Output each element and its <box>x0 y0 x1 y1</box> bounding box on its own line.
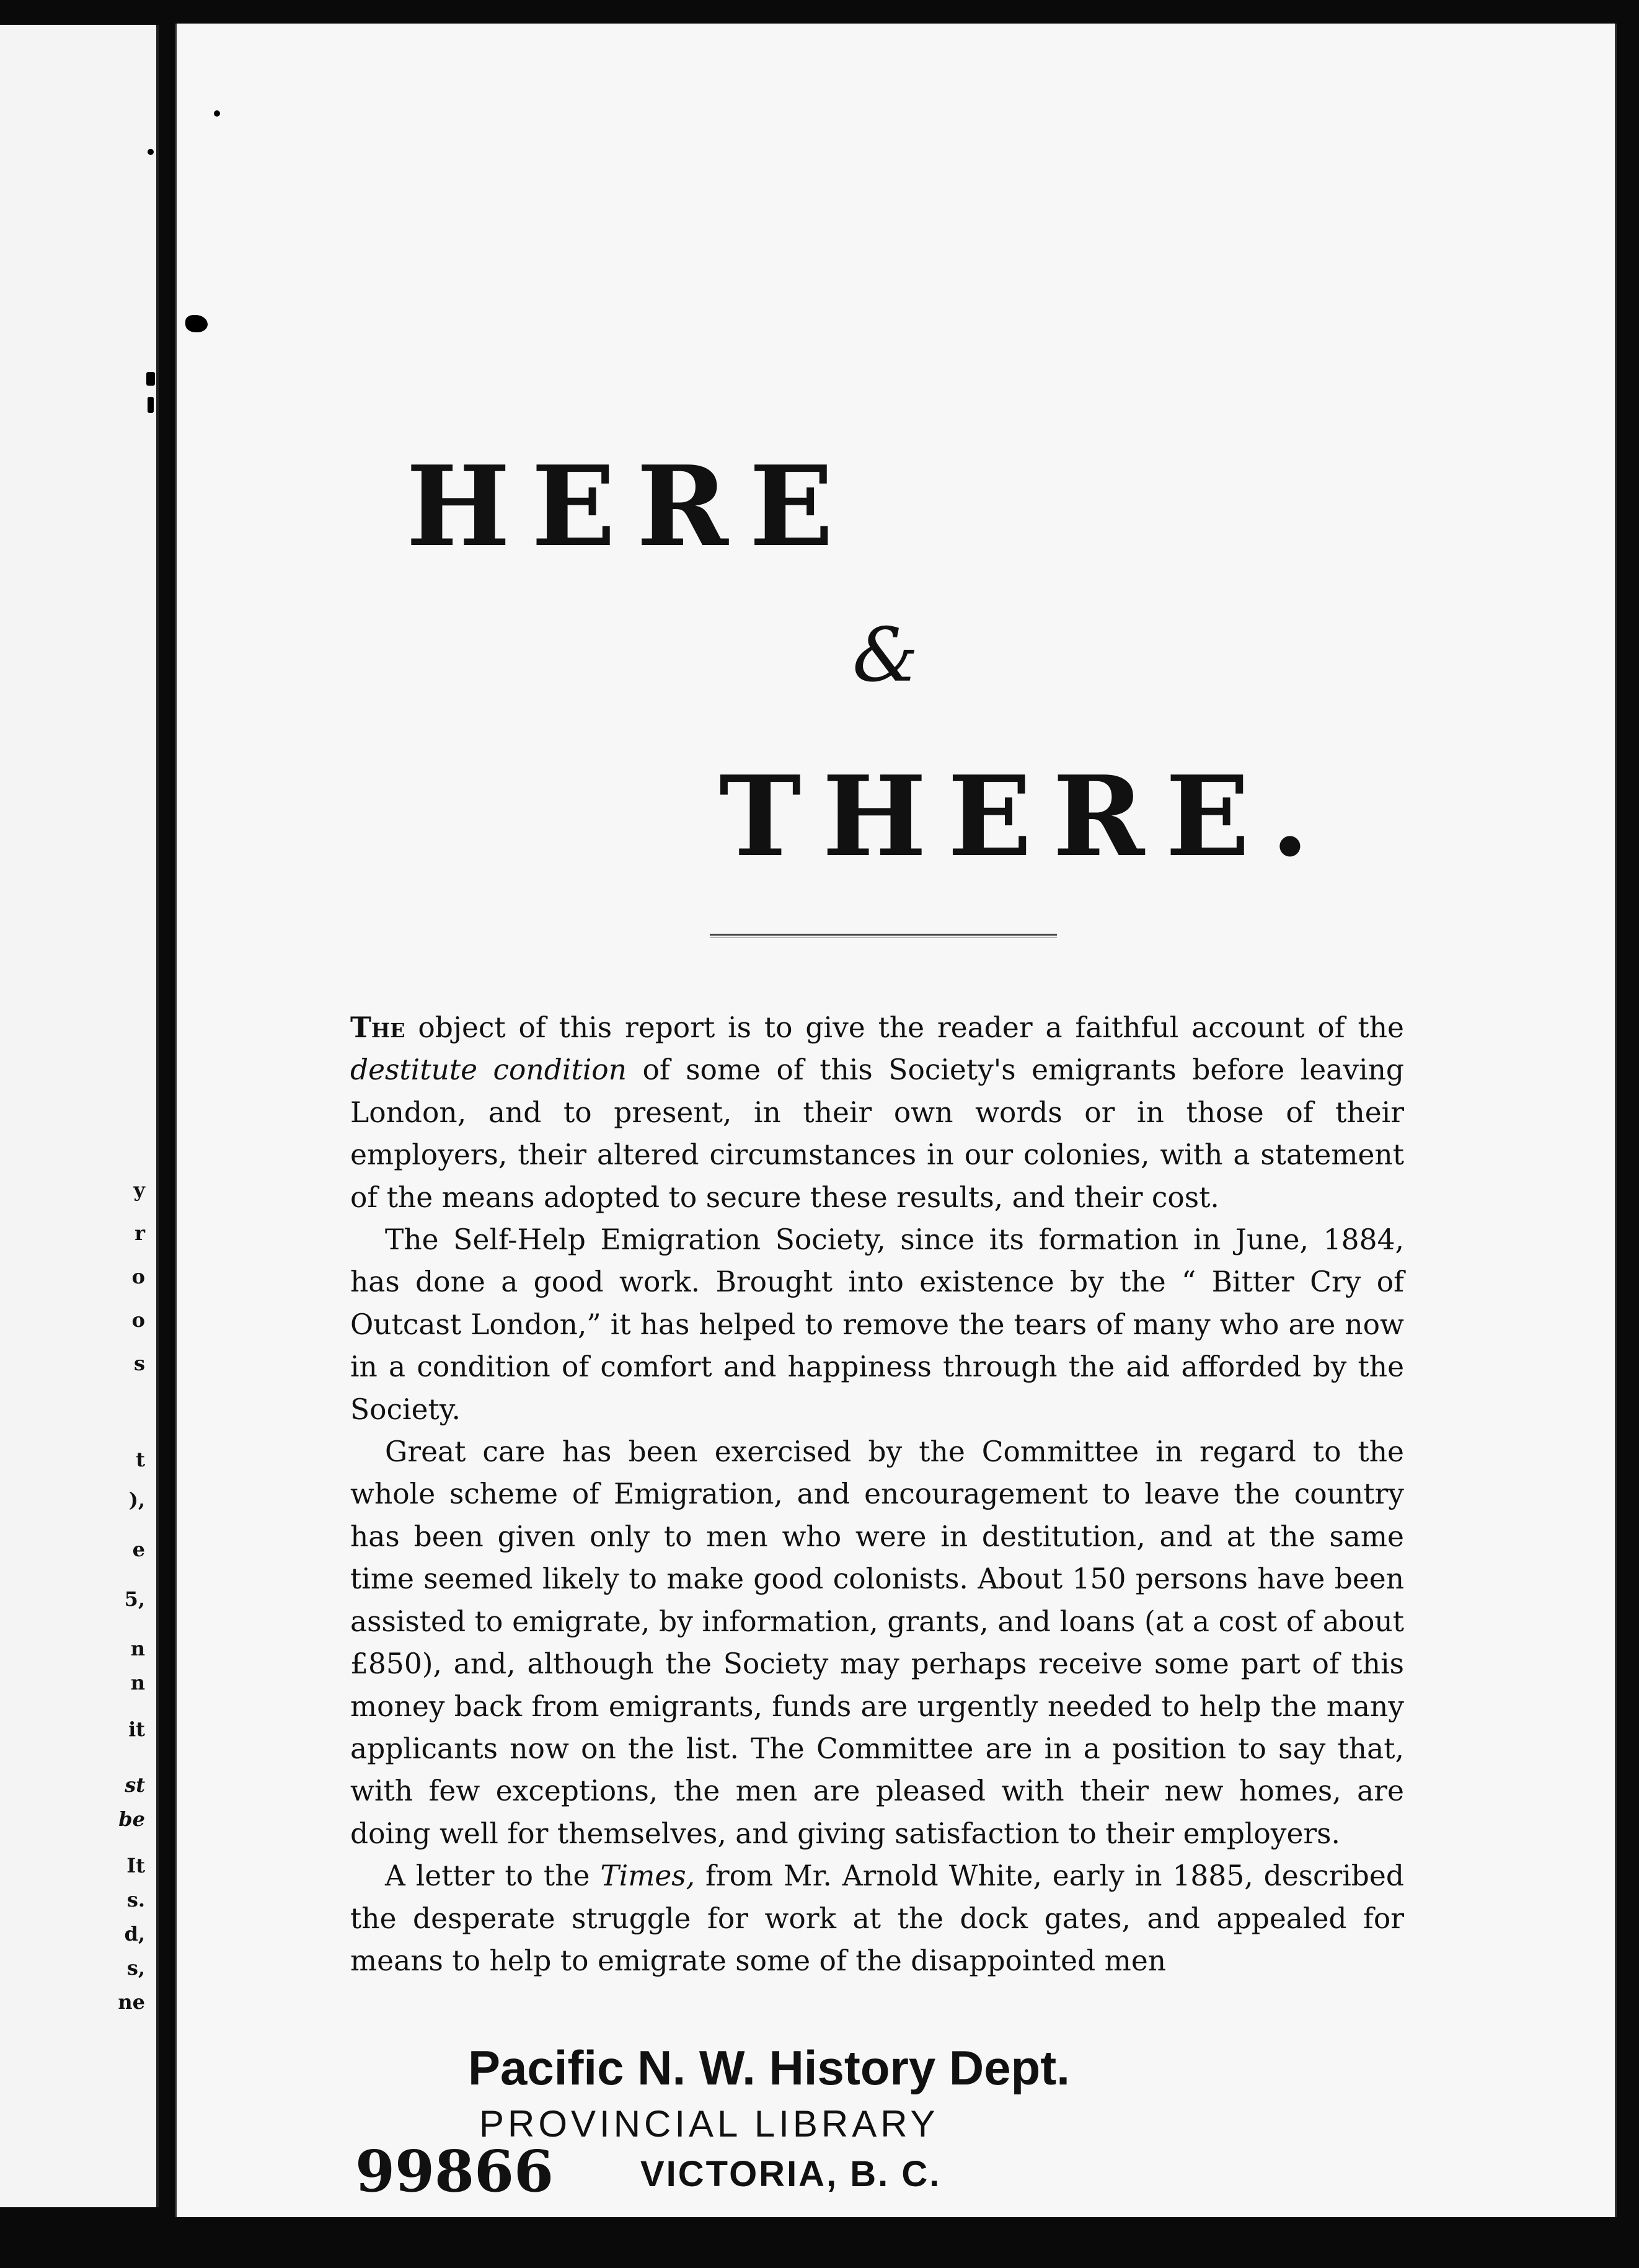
left-fragment: It <box>126 1854 145 1877</box>
stamp-department: Pacific N. W. History Dept. <box>468 2040 1070 2095</box>
emphasis-text: destitute condition <box>350 1053 627 1087</box>
paragraph-text: object of this report is to give the reader a faithful account of the <box>405 1011 1404 1044</box>
paragraph-2: The Self-Help Emigration Society, since its formation in June, 1884, has done a good work. Brought into existence by the “ Bitter Cry of Outcast London,” it has helped to remove the tears of many who are now in a condition of comfort and happiness through the aid afforded by the Society. <box>350 1223 1404 1426</box>
stamp-library: PROVINCIAL LIBRARY <box>479 2103 939 2145</box>
left-fragment: d, <box>124 1922 145 1946</box>
emphasis-text: Times, <box>600 1859 696 1893</box>
paragraph-1 <box>350 1006 1404 1219</box>
lead-word: The <box>350 1011 405 1044</box>
left-fragment: s <box>133 1352 145 1375</box>
left-fragment: y <box>133 1178 145 1202</box>
stamp-city: VICTORIA, B. C. <box>640 2154 942 2194</box>
left-fragment: ne <box>118 1990 145 2014</box>
title-there: THERE. <box>719 751 1330 881</box>
paragraph-text: of some of this Society's emigrants before leaving London, and to present, in their own words or in those of their employers, their altered circumstances in our colonies, with a statement of the means adopted to secure these results, and their cost. <box>350 1053 1404 1214</box>
paragraph-4 <box>350 1855 1404 1982</box>
document-page <box>175 24 1617 2217</box>
accession-number: 99866 <box>355 2138 554 2205</box>
left-fragment: be <box>118 1807 145 1831</box>
title-rule <box>710 934 1057 938</box>
left-fragment: ), <box>128 1488 145 1512</box>
body-text <box>350 1006 1404 1982</box>
left-fragment: s. <box>126 1888 145 1911</box>
left-fragment: st <box>125 1773 145 1797</box>
left-page-edge <box>0 25 159 2207</box>
left-fragment: r <box>135 1221 145 1245</box>
spine-mark <box>146 372 155 386</box>
spine-mark <box>148 397 154 413</box>
paragraph-text: from Mr. Arnold White, early in 1885, described the desperate struggle for work at the dock gates, and appealed for means to help to emigrate some of the disappointed men <box>350 1859 1404 1977</box>
paragraph-3: Great care has been exercised by the Committee in regard to the whole scheme of Emigration, and encouragement to leave the country has been given only to men who were in destitution, and at the same time seemed likely to make good colonists. About 150 persons have been assisted to emigrate, by information, grants, and loans (at a cost of about £850), and, although the Society may perhaps receive some part of this money back from emigrants, funds are urgently needed to help the many applicants now on the list. The Committee are in a position to say that, with few exceptions, the men are pleased with their new homes, are doing well for themselves, and giving satisfaction to their employers. <box>350 1435 1404 1850</box>
paragraph-text: A letter to the <box>385 1859 601 1893</box>
left-fragment: t <box>136 1448 145 1471</box>
speck <box>214 110 220 117</box>
title-ampersand: & <box>852 613 919 699</box>
title-here: HERE <box>406 441 855 571</box>
left-fragment: e <box>132 1538 145 1561</box>
left-fragment: s, <box>126 1956 145 1980</box>
left-fragment: n <box>130 1671 145 1694</box>
left-fragment: o <box>131 1308 145 1332</box>
left-fragment: n <box>130 1637 145 1660</box>
spine-mark <box>148 149 154 155</box>
left-fragment: 5, <box>124 1587 145 1611</box>
left-fragment: o <box>131 1265 145 1288</box>
speck <box>185 315 208 332</box>
left-fragment: it <box>128 1717 145 1741</box>
